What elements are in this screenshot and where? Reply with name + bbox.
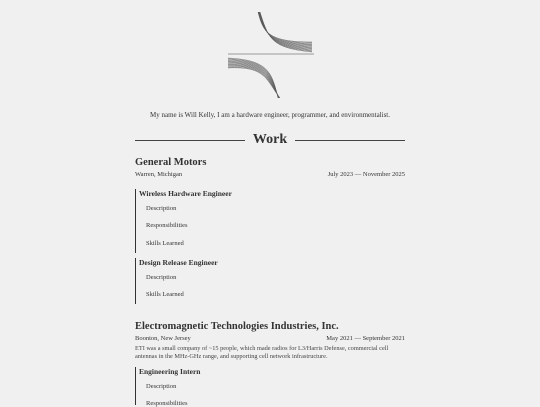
role-item-skills-learned[interactable]: Skills Learned (146, 291, 184, 298)
job-eti (135, 321, 405, 360)
logo-line-art (228, 12, 314, 98)
job-meta (135, 335, 405, 344)
job-dates: May 2021 — September 2021 (326, 335, 405, 342)
company-name: General Motors (135, 157, 207, 168)
role-title: Design Release Engineer (139, 258, 218, 267)
role-wireless-hardware-engineer (135, 189, 259, 253)
role-engineering-intern (135, 367, 259, 405)
job-location: Warren, Michigan (135, 171, 183, 178)
role-item-description[interactable]: Description (146, 274, 177, 281)
role-item-responsibilities[interactable]: Responsibilities (146, 222, 188, 229)
logo-stroke (259, 12, 312, 46)
role-title: Wireless Hardware Engineer (139, 189, 232, 198)
role-item-description[interactable]: Description (146, 205, 177, 212)
company-description: ETI was a small company of ~15 people, which made radios for L3/Harris Defense, commercial cell antennas in the MHz-GHz range, and supporting cell network infrastructure. (135, 345, 389, 360)
logo-stroke (258, 12, 312, 43)
job-dates: July 2023 — November 2025 (327, 171, 405, 178)
heading-rule-right (295, 140, 405, 141)
company-name: Electromagnetic Technologies Industries, Inc. (135, 321, 339, 332)
job-meta (135, 171, 405, 180)
role-title: Engineering Intern (139, 367, 201, 376)
logo-stroke (258, 12, 312, 44)
role-design-release-engineer (135, 258, 259, 304)
job-location: Boonton, New Jersey (135, 335, 191, 342)
role-item-description[interactable]: Description (146, 383, 177, 390)
intro-text: My name is Will Kelly, I am a hardware engineer, programmer, and environmentalist. (150, 111, 390, 119)
role-item-skills-learned[interactable]: Skills Learned (146, 240, 184, 247)
job-general-motors (135, 157, 405, 180)
logo-stroke (258, 12, 312, 44)
section-title: Work (252, 132, 288, 147)
logo-stroke (258, 12, 312, 42)
section-heading-work (135, 132, 405, 150)
role-item-responsibilities[interactable]: Responsibilities (146, 400, 188, 407)
